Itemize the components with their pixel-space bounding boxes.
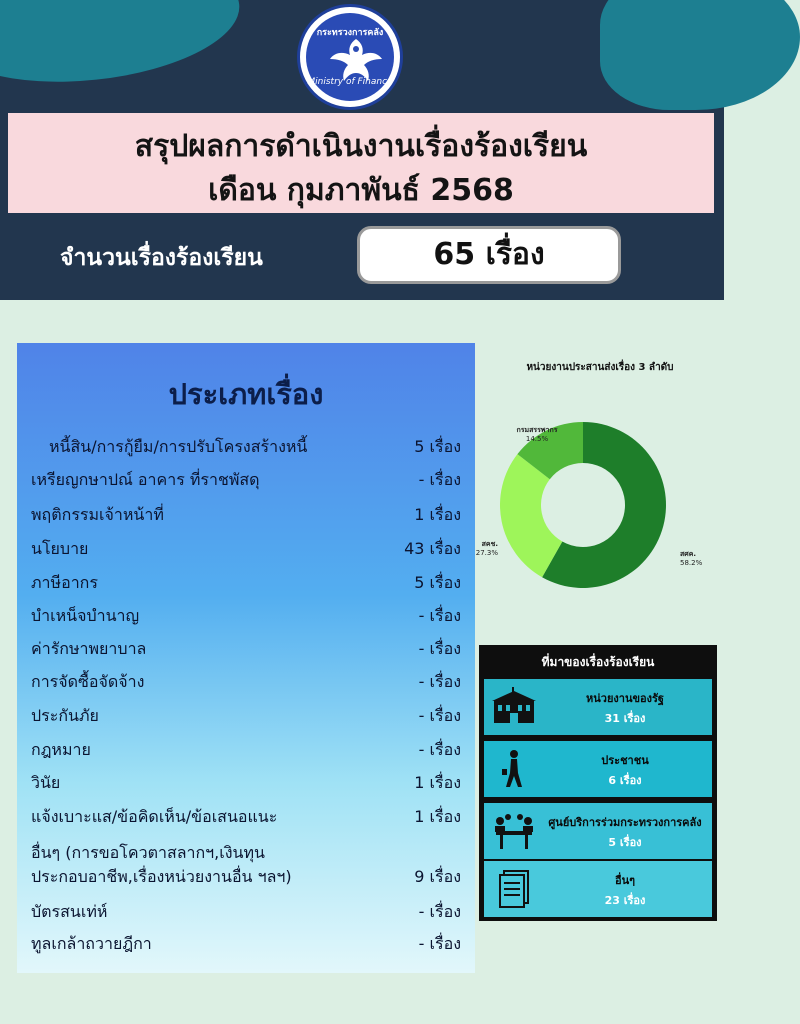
type-label: นโยบาย (31, 539, 89, 558)
logo-top-text: กระทรวงการคลัง (316, 28, 384, 38)
type-value: - เรื่อง (418, 470, 461, 489)
source-row (484, 741, 712, 797)
type-label: บัตรสนเท่ห์ (31, 902, 108, 921)
slice-category-label: สศค. (680, 550, 697, 558)
type-label: วินัย (31, 773, 61, 792)
logo-emblem (306, 13, 394, 101)
type-label: ประกันภัย (31, 706, 99, 725)
type-label: กฎหมาย (31, 740, 91, 759)
page-title: สรุปผลการดำเนินงานเรื่องร้องเรียน (134, 129, 588, 164)
complaint-sources-panel (479, 645, 717, 921)
slice-value-label: 27.3% (475, 549, 498, 557)
source-label: ศูนย์บริการร่วมกระทรวงการคลัง (548, 816, 702, 829)
type-value: 43 เรื่อง (404, 539, 461, 558)
type-label: ภาษีอากร (31, 573, 98, 592)
ministry-logo (297, 4, 403, 110)
person-walking-icon (490, 749, 538, 789)
type-value: - เรื่อง (418, 934, 461, 953)
type-label: ทูลเกล้าถวายฎีกา (31, 934, 152, 953)
decorative-blob (600, 0, 800, 110)
complaint-types-panel (17, 343, 475, 973)
type-label: หนี้สิน/การกู้ยืม/การปรับโครงสร้างหนี้ (49, 437, 308, 456)
source-value: 6 เรื่อง (608, 774, 642, 787)
type-label: พฤติกรรมเจ้าหน้าที่ (31, 505, 164, 524)
coordinating-agencies-chart (475, 360, 720, 620)
logo-bottom-text: Ministry of Finance (307, 77, 393, 87)
slice-category-label: กรมสรรพากร (516, 426, 558, 434)
source-row (484, 861, 712, 917)
source-label: ประชาชน (601, 754, 649, 767)
complaint-count-label: จำนวนเรื่องร้องเรียน (60, 245, 263, 271)
type-value: 9 เรื่อง (414, 867, 461, 886)
type-value: - เรื่อง (418, 706, 461, 725)
page-subtitle: เดือน กุมภาพันธ์ 2568 (208, 173, 514, 208)
type-label: เหรียญกษาปณ์ อาคาร ที่ราชพัสดุ (31, 470, 260, 489)
type-label: ค่ารักษาพยาบาล (31, 639, 147, 658)
sources-title: ที่มาของเรื่องร้องเรียน (541, 655, 655, 669)
source-label: หน่วยงานของรัฐ (586, 692, 664, 705)
type-label-line: ประกอบอาชีพ,เรื่องหน่วยงานอื่น ฯลฯ) (31, 867, 292, 886)
type-value: 5 เรื่อง (414, 573, 461, 592)
building-icon (490, 687, 538, 727)
type-value: 1 เรื่อง (414, 505, 461, 524)
source-row (484, 679, 712, 735)
type-value: - เรื่อง (418, 606, 461, 625)
complaint-count-value: 65 เรื่อง (357, 226, 621, 284)
source-value: 31 เรื่อง (604, 712, 646, 725)
chart-title: หน่วยงานประสานส่งเรื่อง 3 ลำดับ (526, 362, 674, 373)
header-banner (0, 0, 724, 300)
slice-value-label: 58.2% (680, 559, 703, 567)
source-value: 23 เรื่อง (604, 894, 646, 907)
type-label (31, 841, 292, 889)
slice-category-label: สคช. (481, 540, 498, 548)
source-label: อื่นๆ (614, 874, 636, 887)
donut-chart-svg (475, 380, 720, 620)
types-title: ประเภทเรื่อง (168, 377, 324, 411)
type-value: - เรื่อง (418, 902, 461, 921)
type-label-line: อื่นๆ (การขอโควตาสลากฯ,เงินทุน (31, 843, 265, 862)
source-row (484, 803, 712, 859)
type-value: - เรื่อง (418, 740, 461, 759)
type-value: - เรื่อง (418, 672, 461, 691)
type-label: การจัดซื้อจัดจ้าง (31, 672, 145, 691)
source-value: 5 เรื่อง (608, 836, 642, 849)
type-label: แจ้งเบาะแส/ข้อคิดเห็น/ข้อเสนอแนะ (31, 807, 278, 826)
title-box (8, 113, 714, 213)
type-value: 1 เรื่อง (414, 773, 461, 792)
slice-value-label: 14.5% (525, 435, 549, 443)
type-value: 1 เรื่อง (414, 807, 461, 826)
decorative-blob (0, 0, 245, 95)
meeting-icon (490, 811, 538, 851)
type-label: บำเหน็จบำนาญ (31, 606, 140, 625)
documents-icon (490, 869, 538, 909)
type-value: 5 เรื่อง (414, 437, 461, 456)
type-value: - เรื่อง (418, 639, 461, 658)
